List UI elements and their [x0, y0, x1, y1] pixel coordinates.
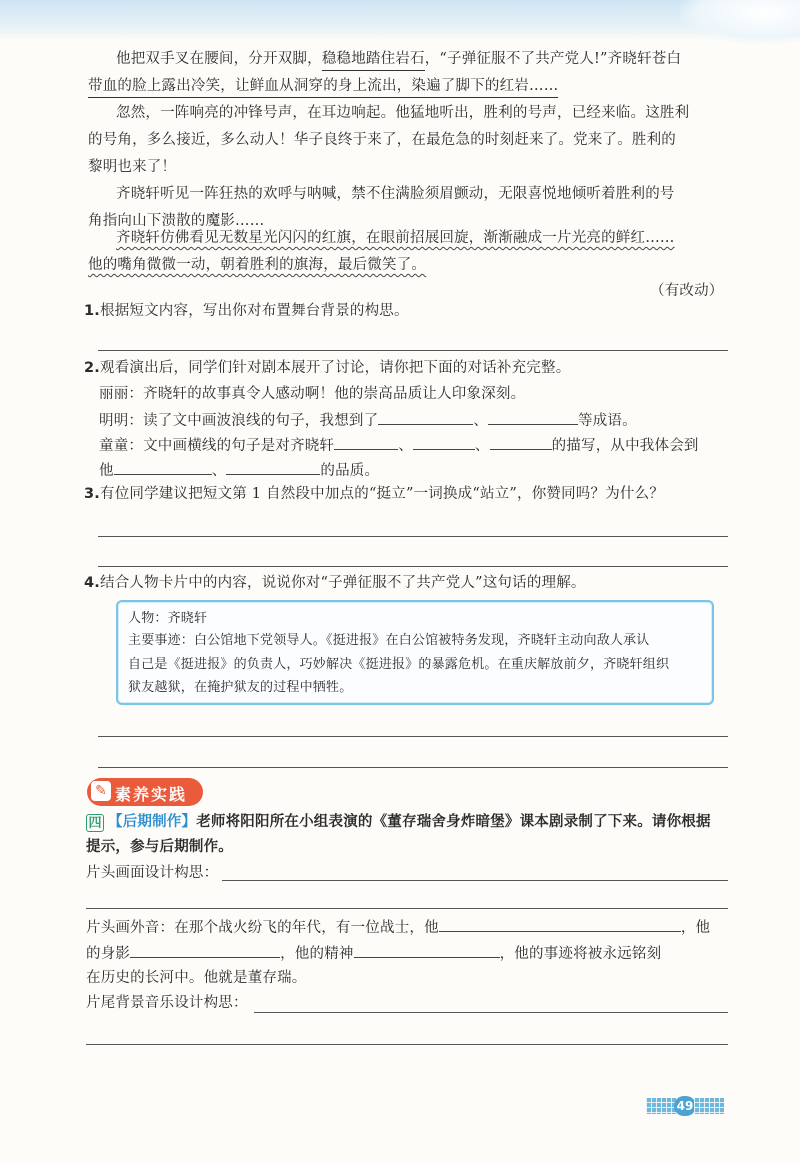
- answer-line-q3-2[interactable]: [98, 566, 728, 567]
- passage-p2-line3: 黎明也来了！: [88, 159, 177, 175]
- practice-intro-line1: 【后期制作】老师将阳阳所在小组表演的《董存瑞舍身炸暗堡》课本剧录制了下来。请你根据: [108, 813, 711, 830]
- passage-p2-line1: 忽然，一阵响亮的冲锋号声，在耳边响起。他猛地听出，胜利的号声，已经来临。这胜利: [116, 105, 690, 121]
- passage-p1-line1: 他把双手叉在腰间，分开双脚，稳稳地踏住岩石，“子弹征服不了共产党人!”齐晓轩苍白: [116, 52, 681, 67]
- ending-music-label: 片尾背景音乐设计构思：: [86, 995, 248, 1011]
- dialogue-tongtong: 童童：文中画横线的句子是对齐晓轩 、 、 的描写，从中我体会到: [99, 438, 699, 454]
- blank-voice-1[interactable]: [439, 919, 681, 932]
- adaptation-note: （有改动）: [650, 283, 724, 299]
- passage-p2-line2: 的号角，多么接近，多么动人！华子良终于来了，在最危急的时刻赶来了。党来了。胜利的: [88, 132, 676, 148]
- cloud-decoration: [680, 0, 800, 44]
- passage-p4-line1: 齐晓轩仿佛看见无数星光闪闪的红旗，在眼前招展回旋，渐渐融成一片光亮的鲜红……: [116, 230, 675, 246]
- passage-p1-line2: 带血的脸上露出冷笑，让鲜血从洞穿的身上流出，染遍了脚下的红岩……: [88, 79, 558, 98]
- character-card: [116, 600, 714, 705]
- section-badge: ✎ 素养实践: [87, 778, 203, 806]
- pencil-icon: ✎: [91, 781, 111, 801]
- question-2: 2.观看演出后，同学们针对剧本展开了讨论，请你把下面的对话补充完整。: [84, 360, 571, 376]
- passage-p3-line1: 齐晓轩听见一阵狂热的欢呼与呐喊，禁不住满脸须眉颤动，无限喜悦地倾听着胜利的号: [116, 186, 675, 202]
- dialogue-mingming: 明明：读了文中画波浪线的句子，我想到了 、 等成语。: [99, 413, 637, 429]
- dialogue-tongtong-cont: 他 、 的品质。: [99, 463, 380, 479]
- passage-p3-line2: 角指向山下溃散的魔影……: [88, 213, 265, 229]
- answer-line-opening-2[interactable]: [86, 908, 728, 909]
- practice-intro-line2: 提示，参与后期制作。: [86, 838, 233, 855]
- page-number: 49: [646, 1096, 722, 1116]
- section-number: 四: [86, 814, 104, 832]
- card-name: 人物：齐晓轩: [128, 611, 208, 626]
- blank-idiom-1[interactable]: [378, 412, 473, 425]
- question-4: 4.结合人物卡片中的内容，说说你对“子弹征服不了共产党人”这句话的理解。: [84, 575, 586, 591]
- blank-description-1[interactable]: [334, 437, 398, 450]
- blank-voice-2[interactable]: [130, 945, 280, 958]
- voiceover-line1: 片头画外音：在那个战火纷飞的年代，有一位战士，他 ，他: [86, 920, 711, 936]
- blank-quality-1[interactable]: [114, 462, 212, 475]
- answer-line-q4-2[interactable]: [98, 767, 728, 768]
- blank-description-3[interactable]: [490, 437, 552, 450]
- answer-line-ending-1[interactable]: [254, 1012, 728, 1013]
- answer-line-q4-1[interactable]: [98, 736, 728, 737]
- opening-design-label: 片头画面设计构思：: [86, 865, 219, 881]
- blank-description-2[interactable]: [413, 437, 475, 450]
- blank-voice-3[interactable]: [354, 945, 500, 958]
- card-line-1: 主要事迹：白公馆地下党领导人。《挺进报》在白公馆被特务发现，齐晓轩主动向敌人承认: [128, 633, 650, 648]
- answer-line-opening-1[interactable]: [222, 880, 728, 881]
- dialogue-lili: 丽丽：齐晓轩的故事真令人感动啊！他的崇高品质让人印象深刻。: [99, 386, 526, 402]
- answer-line-ending-2[interactable]: [86, 1044, 728, 1045]
- answer-line-q1[interactable]: [98, 350, 728, 351]
- question-3: 3.有位同学建议把短文第 1 自然段中加点的“挺立”一词换成“站立”，你赞同吗？为什么？: [84, 486, 664, 502]
- blank-idiom-2[interactable]: [488, 412, 578, 425]
- card-line-2: 自己是《挺进报》的负责人，巧妙解决《挺进报》的暴露危机。在重庆解放前夕，齐晓轩组织: [128, 657, 670, 672]
- voiceover-line3: 在历史的长河中。他就是董存瑞。: [86, 970, 307, 986]
- answer-line-q3-1[interactable]: [98, 536, 728, 537]
- question-1: 1.根据短文内容，写出你对布置舞台背景的构思。: [84, 303, 409, 319]
- passage-p4-line2: 他的嘴角微微一动，朝着胜利的旗海，最后微笑了。: [88, 257, 427, 273]
- page-grid-left: [646, 1098, 676, 1114]
- blank-quality-2[interactable]: [226, 462, 320, 475]
- card-line-3: 狱友越狱，在掩护狱友的过程中牺牲。: [128, 680, 353, 695]
- page-grid-right: [694, 1098, 724, 1114]
- voiceover-line2: 的身影 ，他的精神 ，他的事迹将被永远铭刻: [86, 946, 662, 962]
